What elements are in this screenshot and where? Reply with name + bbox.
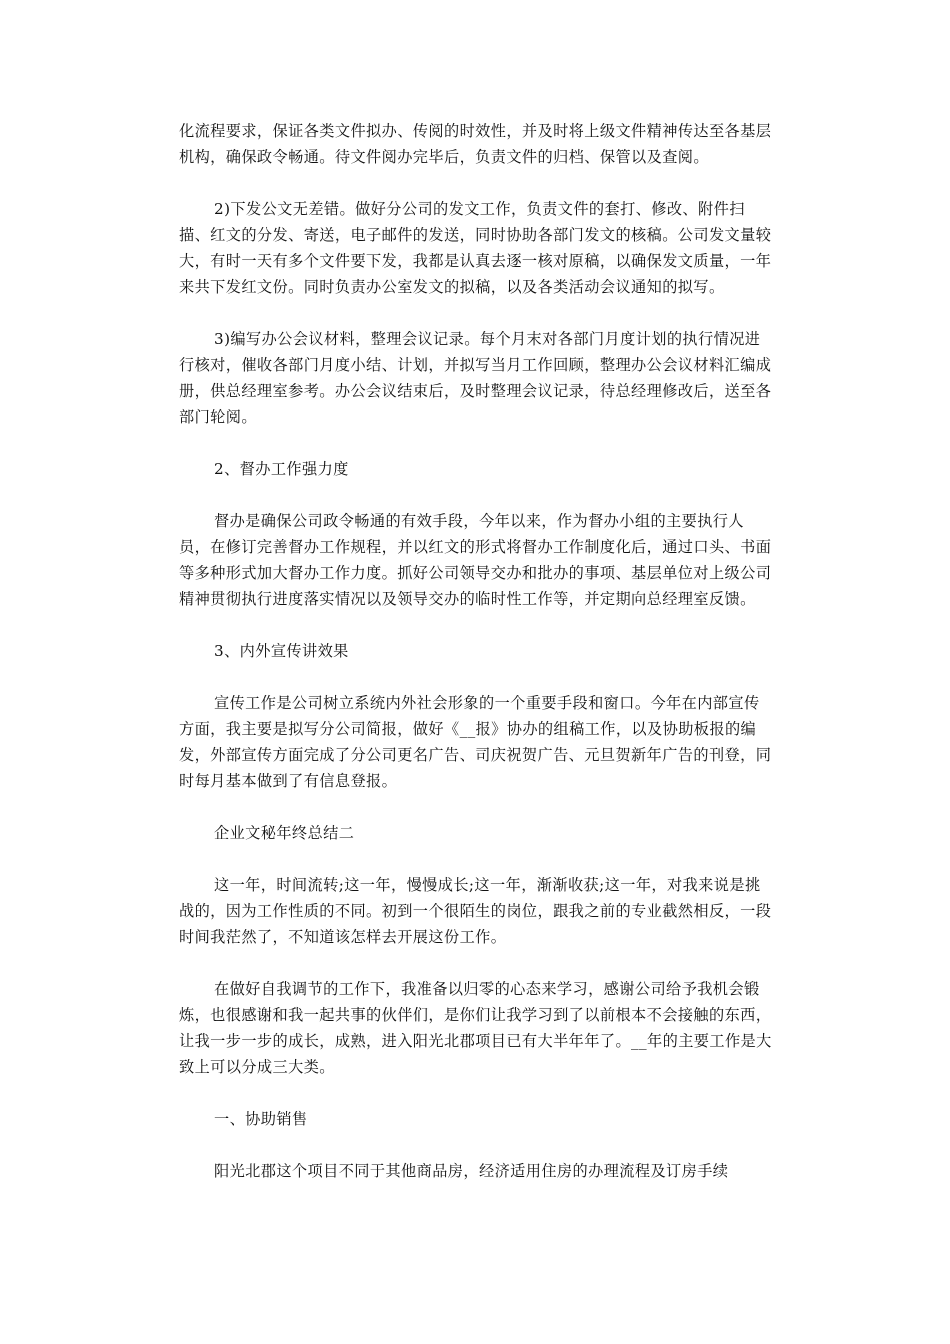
document-body — [179, 118, 773, 1210]
paragraph-8: 阳光北郡这个项目不同于其他商品房，经济适用住房的办理流程及订房手续 — [214, 1162, 729, 1180]
section-heading-3: 3、内外宣传讲效果 — [214, 642, 349, 660]
paragraph-6: 这一年，时间流转;这一年，慢慢成长;这一年，渐渐收获;这一年，对我来说是挑战的，因为工作性质的不同。初到一个很陌生的岗位，跟我之前的专业截然相反，一段时间我茫然了，不知道该怎样去开展这份工作。 — [179, 876, 772, 946]
paragraph-2: 2)下发公文无差错。做好分公司的发文工作，负责文件的套打、修改、附件扫描、红文的分发、寄送，电子邮件的发送，同时协助各部门发文的核稿。公司发文量较大，有时一天有多个文件要下发，我都是认真去逐一核对原稿，以确保发文质量，一年来共下发红文份。同时负责办公室发文的拟稿，以及各类活动会议通知的拟写。 — [179, 200, 772, 296]
paragraph-3: 3)编写办公会议材料，整理会议记录。每个月末对各部门月度计划的执行情况进行核对，催收各部门月度小结、计划，并拟写当月工作回顾，整理办公会议材料汇编成册，供总经理室参考。办公会议结束后，及时整理会议记录，待总经理修改后，送至各部门轮阅。 — [179, 330, 772, 426]
document-subtitle: 企业文秘年终总结二 — [214, 824, 355, 842]
paragraph-5: 宣传工作是公司树立系统内外社会形象的一个重要手段和窗口。今年在内部宣传方面，我主要是拟写分公司简报，做好《__报》协办的组稿工作，以及协助板报的编发，外部宣传方面完成了分公司更名广告、司庆祝贺广告、元旦贺新年广告的刊登，同时每月基本做到了有信息登报。 — [179, 694, 772, 790]
section-heading-2: 2、督办工作强力度 — [214, 460, 349, 478]
paragraph-4: 督办是确保公司政令畅通的有效手段，今年以来，作为督办小组的主要执行人员，在修订完善督办工作规程，并以红文的形式将督办工作制度化后，通过口头、书面等多种形式加大督办工作力度。抓好公司领导交办和批办的事项、基层单位对上级公司精神贯彻执行进度落实情况以及领导交办的临时性工作等，并定期向总经理室反馈。 — [179, 512, 772, 608]
section-heading-assist-sales: 一、协助销售 — [214, 1110, 308, 1128]
paragraph-1: 化流程要求，保证各类文件拟办、传阅的时效性，并及时将上级文件精神传达至各基层机构，确保政令畅通。待文件阅办完毕后，负责文件的归档、保管以及查阅。 — [179, 122, 772, 166]
paragraph-7: 在做好自我调节的工作下，我准备以归零的心态来学习，感谢公司给予我机会锻炼，也很感谢和我一起共事的伙伴们，是你们让我学习到了以前根本不会接触的东西，让我一步一步的成长，成熟，进入阳光北郡项目已有大半年年了。__年的主要工作是大致上可以分成三大类。 — [179, 980, 772, 1076]
